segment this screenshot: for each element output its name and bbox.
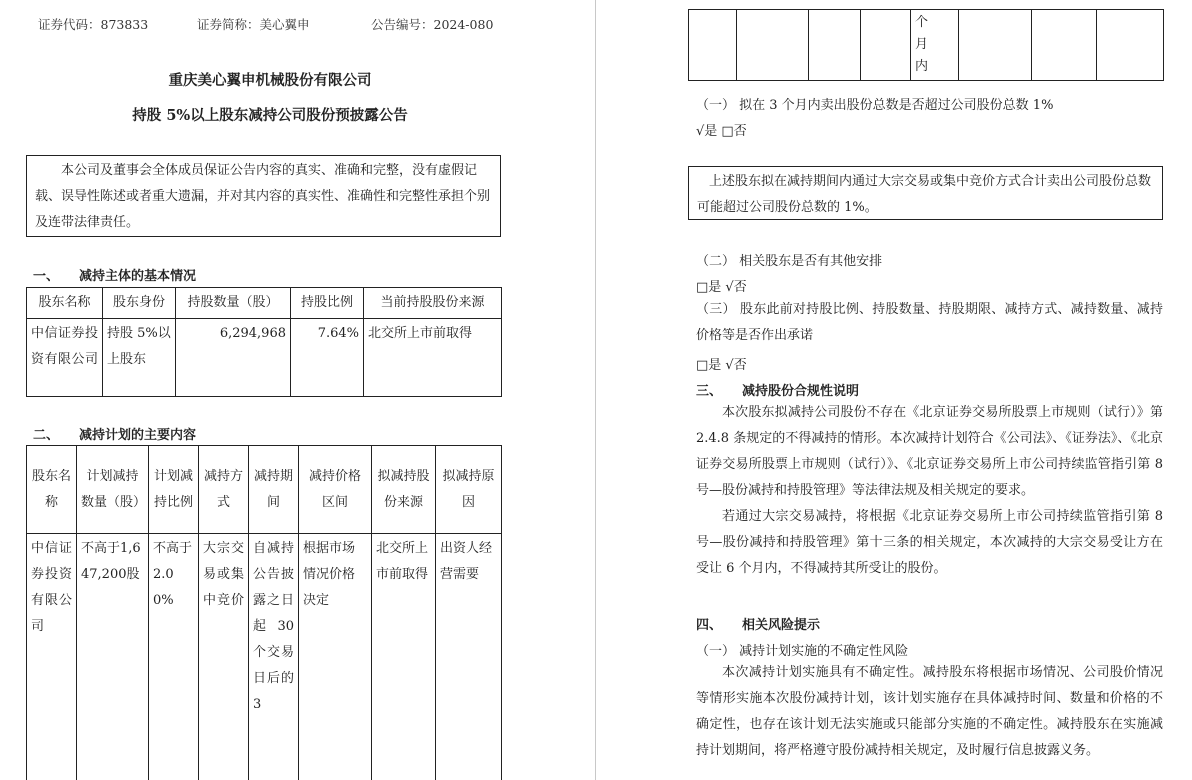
section4-number: 四、 bbox=[696, 618, 723, 633]
stock-abbr: 证券简称：美心翼申 bbox=[197, 17, 310, 32]
notice-number: 公告编号：2024-080 bbox=[371, 17, 494, 32]
section1-title: 减持主体的基本情况 bbox=[79, 269, 197, 284]
section2-title: 减持计划的主要内容 bbox=[79, 428, 197, 443]
table1-row bbox=[27, 319, 502, 397]
section2-heading bbox=[33, 424, 196, 443]
table2-header-cell: 计划减持数量（股） bbox=[77, 446, 149, 534]
table1-header-cell: 股东名称 bbox=[27, 288, 103, 319]
table1-header-row bbox=[27, 288, 502, 319]
table2-header-cell: 拟减持股份来源 bbox=[372, 446, 436, 534]
holder-name-cell: 中信证券投资有限公司 bbox=[27, 319, 103, 397]
q1-answer: √是 □否 bbox=[696, 124, 747, 139]
table2-continuation bbox=[688, 9, 1164, 81]
q3-answer: □是 √否 bbox=[696, 358, 747, 373]
table2-header-cell: 计划减持比例 bbox=[149, 446, 199, 534]
table2-row bbox=[27, 534, 502, 780]
section2-number: 二、 bbox=[33, 428, 60, 443]
cont-empty-cell bbox=[1032, 10, 1097, 81]
section4-title: 相关风险提示 bbox=[742, 618, 821, 633]
q1-note-box: 上述股东拟在减持期间内通过大宗交易或集中竞价方式合计卖出公司股份总数可能超过公司股份总数的 1%。 bbox=[688, 166, 1163, 220]
holding-ratio-cell: 7.64% bbox=[291, 319, 364, 397]
section3-number: 三、 bbox=[696, 384, 723, 399]
left-page bbox=[0, 0, 595, 780]
cont-period-cell: 个月内 bbox=[911, 10, 959, 81]
cont-empty-cell bbox=[809, 10, 861, 81]
plan-source-cell: 北交所上市前取得 bbox=[372, 534, 436, 780]
q2-text: （二） 相关股东是否有其他安排 bbox=[696, 254, 883, 269]
plan-holder-cell: 中信证券投资有限公司 bbox=[27, 534, 77, 780]
q2-answer: □是 √否 bbox=[696, 280, 747, 295]
cont-empty-cell bbox=[959, 10, 1032, 81]
q3-text: （三） 股东此前对持股比例、持股数量、持股期限、减持方式、减持数量、减持价格等是否作出承诺 bbox=[696, 302, 1163, 343]
section4-paragraph-1: 本次减持计划实施具有不确定性。减持股东将根据市场情况、公司股价情况等情形实施本次股份减持计划，该计划实施存在具体减持时间、数量和价格的不确定性，也存在该计划无法实施或只能部分实施的不确定性。减持股东在实施减持计划期间，将严格遵守股份减持相关规定，及时履行信息披露义务。 bbox=[696, 665, 1163, 758]
page-divider bbox=[595, 0, 596, 780]
q1-text: （一） 拟在 3 个月内卖出股份总数是否超过公司股份总数 1% bbox=[696, 98, 1054, 113]
section4-heading bbox=[696, 614, 820, 633]
cont-empty-cell bbox=[1097, 10, 1164, 81]
section1-heading bbox=[33, 265, 196, 284]
table2-header-cell: 股东名称 bbox=[27, 446, 77, 534]
plan-quantity-cell: 不高于1,647,200股 bbox=[77, 534, 149, 780]
table2-header-cell: 减持期间 bbox=[249, 446, 299, 534]
right-page bbox=[597, 0, 1192, 780]
plan-ratio-cell: 不高于2.00% bbox=[149, 534, 199, 780]
stock-code: 证券代码：873833 bbox=[38, 17, 149, 32]
table1-header-cell: 当前持股股份来源 bbox=[364, 288, 502, 319]
statement-box: 本公司及董事会全体成员保证公告内容的真实、准确和完整，没有虚假记载、误导性陈述或者重大遗漏，并对其内容的真实性、准确性和完整性承担个别及连带法律责任。 bbox=[26, 155, 501, 237]
cont-empty-cell bbox=[689, 10, 737, 81]
section3-paragraph-2: 若通过大宗交易减持，将根据《北京证券交易所上市公司持续监管指引第 8 号—股份减持和持股管理》第十三条的相关规定，本次减持的大宗交易受让方在受让 6 个月内，不得减持其所受让的股份。 bbox=[696, 509, 1163, 576]
section1-number: 一、 bbox=[33, 269, 60, 284]
table2-header-cell: 拟减持原因 bbox=[436, 446, 502, 534]
section4-subheading: （一） 减持计划实施的不确定性风险 bbox=[696, 644, 909, 659]
reduction-plan-table bbox=[26, 445, 502, 780]
section3-heading bbox=[696, 380, 859, 399]
doc-title: 持股 5%以上股东减持公司股份预披露公告 bbox=[132, 107, 408, 124]
table2-cont-row bbox=[689, 10, 1164, 81]
plan-method-cell: 大宗交易或集中竞价 bbox=[199, 534, 249, 780]
plan-reason-cell: 出资人经营需要 bbox=[436, 534, 502, 780]
section3-title: 减持股份合规性说明 bbox=[742, 384, 860, 399]
share-source-cell: 北交所上市前取得 bbox=[364, 319, 502, 397]
holder-identity-cell: 持股 5%以上股东 bbox=[103, 319, 176, 397]
section3-paragraph-1: 本次股东拟减持公司股份不存在《北京证券交易所股票上市规则（试行）》第 2.4.8 条规定的不得减持的情形。本次减持计划符合《公司法》、《证券法》、《北京证券交易所股票上市规则（试行）》、《北京证券交易所上市公司持续监管指引第 8 号—股份减持和持股管理》等法律法规及相关规定的要求。 bbox=[696, 405, 1163, 498]
table1-header-cell: 股东身份 bbox=[103, 288, 176, 319]
table2-header-cell: 减持价格区间 bbox=[299, 446, 372, 534]
holder-basic-table bbox=[26, 287, 502, 397]
shares-held-cell: 6,294,968 bbox=[176, 319, 291, 397]
company-title: 重庆美心翼申机械股份有限公司 bbox=[168, 72, 372, 89]
table2-header-cell: 减持方式 bbox=[199, 446, 249, 534]
plan-price-cell: 根据市场情况价格决定 bbox=[299, 534, 372, 780]
table2-header-row bbox=[27, 446, 502, 534]
cont-empty-cell bbox=[737, 10, 809, 81]
plan-period-cell: 自减持公告披露之日起30个交易日后的3 bbox=[249, 534, 299, 780]
table1-header-cell: 持股比例 bbox=[291, 288, 364, 319]
cont-empty-cell bbox=[861, 10, 911, 81]
table1-header-cell: 持股数量（股） bbox=[176, 288, 291, 319]
